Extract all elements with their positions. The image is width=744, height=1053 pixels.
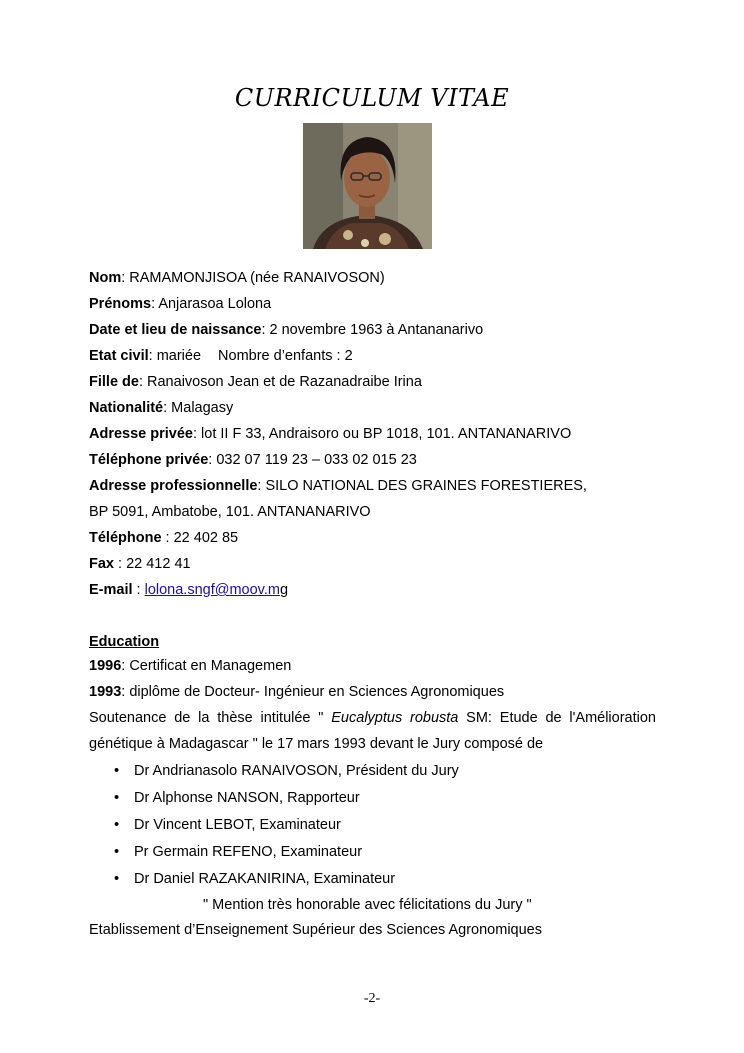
- page-title: CURRICULUM VITAE: [234, 84, 510, 112]
- etat-civil-value: : mariée: [148, 348, 202, 364]
- etat-civil-line: [89, 347, 353, 365]
- nationalite-line: [89, 399, 233, 417]
- these-species: Eucalyptus robusta: [331, 710, 459, 726]
- edu-1996-text: : Certificat en Managemen: [121, 658, 292, 674]
- adresse-pro-label: Adresse professionnelle: [89, 478, 258, 494]
- bullet-icon: •: [114, 763, 120, 779]
- jury-member: Dr Vincent LEBOT, Examinateur: [134, 817, 341, 833]
- prenoms-line: [89, 295, 271, 313]
- adresse-privee-line: [89, 425, 571, 443]
- jury-item: [114, 870, 395, 888]
- adresse-pro-value: : SILO NATIONAL DES GRAINES FORESTIERES,: [257, 478, 587, 494]
- prenoms-value: : Anjarasoa Lolona: [151, 296, 272, 312]
- portrait-photo: [303, 123, 432, 249]
- fax-label: Fax: [89, 556, 114, 572]
- jury-item: [114, 762, 459, 780]
- telephone-value: : 22 402 85: [161, 530, 239, 546]
- education-heading: Education: [89, 634, 160, 650]
- naissance-label: Date et lieu de naissance: [89, 322, 262, 338]
- naissance-line: [89, 321, 483, 339]
- bullet-icon: •: [114, 844, 120, 860]
- these-line-2: génétique à Madagascar " le 17 mars 1993 devant le Jury composé de: [89, 736, 544, 752]
- portrait-illustration: [303, 123, 432, 249]
- fille-de-line: [89, 373, 422, 391]
- edu-1996-line: [89, 657, 291, 675]
- jury-member: Dr Daniel RAZAKANIRINA, Examinateur: [134, 871, 396, 887]
- etat-civil-label: Etat civil: [89, 348, 149, 364]
- jury-item: [114, 816, 341, 834]
- these-part-a: Soutenance de la thèse intitulée ": [89, 710, 332, 726]
- telephone-privee-line: [89, 451, 417, 469]
- edu-1993-year: 1993: [89, 684, 122, 700]
- email-line: [89, 581, 288, 599]
- page-number: -2-: [363, 991, 381, 1006]
- jury-member: Dr Andrianasolo RANAIVOSON, Président du Jury: [134, 763, 459, 779]
- prenoms-label: Prénoms: [89, 296, 152, 312]
- nom-line: [89, 269, 385, 287]
- telephone-privee-label: Téléphone privée: [89, 452, 209, 468]
- jury-member: Pr Germain REFENO, Examinateur: [134, 844, 363, 860]
- these-line-1: [89, 709, 656, 727]
- enfants-text: Nombre d’enfants : 2: [218, 348, 353, 364]
- mention-line: " Mention très honorable avec félicitations du Jury ": [203, 897, 532, 913]
- bullet-icon: •: [114, 871, 120, 887]
- bullet-icon: •: [114, 790, 120, 806]
- nationalite-label: Nationalité: [89, 400, 164, 416]
- email-tail: g: [279, 582, 289, 598]
- edu-1996-year: 1996: [89, 658, 122, 674]
- edu-1993-line: [89, 683, 504, 701]
- jury-item: [114, 789, 360, 807]
- fille-de-label: Fille de: [89, 374, 139, 390]
- email-label: E-mail: [89, 582, 133, 598]
- email-separator: :: [132, 582, 145, 598]
- adresse-privee-label: Adresse privée: [89, 426, 193, 442]
- these-part-b: SM: Etude de l'Amélioration: [458, 710, 656, 726]
- nom-value: : RAMAMONJISOA (née RANAIVOSON): [121, 270, 385, 286]
- edu-1993-text: : diplôme de Docteur- Ingénieur en Sciences Agronomiques: [121, 684, 505, 700]
- adresse-pro-line: [89, 477, 587, 495]
- email-link[interactable]: lolona.sngf@moov.m: [144, 582, 280, 598]
- jury-member: Dr Alphonse NANSON, Rapporteur: [134, 790, 360, 806]
- jury-item: [114, 843, 362, 861]
- fax-line: [89, 555, 191, 573]
- telephone-label: Téléphone: [89, 530, 162, 546]
- etablissement-line: Etablissement d’Enseignement Supérieur des Sciences Agronomiques: [89, 922, 542, 938]
- telephone-privee-value: : 032 07 119 23 – 033 02 015 23: [208, 452, 417, 468]
- adresse-pro-line2: BP 5091, Ambatobe, 101. ANTANANARIVO: [89, 504, 371, 520]
- fille-de-value: : Ranaivoson Jean et de Razanadraibe Irina: [138, 374, 422, 390]
- telephone-line: [89, 529, 238, 547]
- fax-value: : 22 412 41: [114, 556, 191, 572]
- nom-label: Nom: [89, 270, 122, 286]
- adresse-privee-value: : lot II F 33, Andraisoro ou BP 1018, 101. ANTANANARIVO: [192, 426, 572, 442]
- naissance-value: : 2 novembre 1963 à Antananarivo: [261, 322, 484, 338]
- bullet-icon: •: [114, 817, 120, 833]
- nationalite-value: : Malagasy: [163, 400, 234, 416]
